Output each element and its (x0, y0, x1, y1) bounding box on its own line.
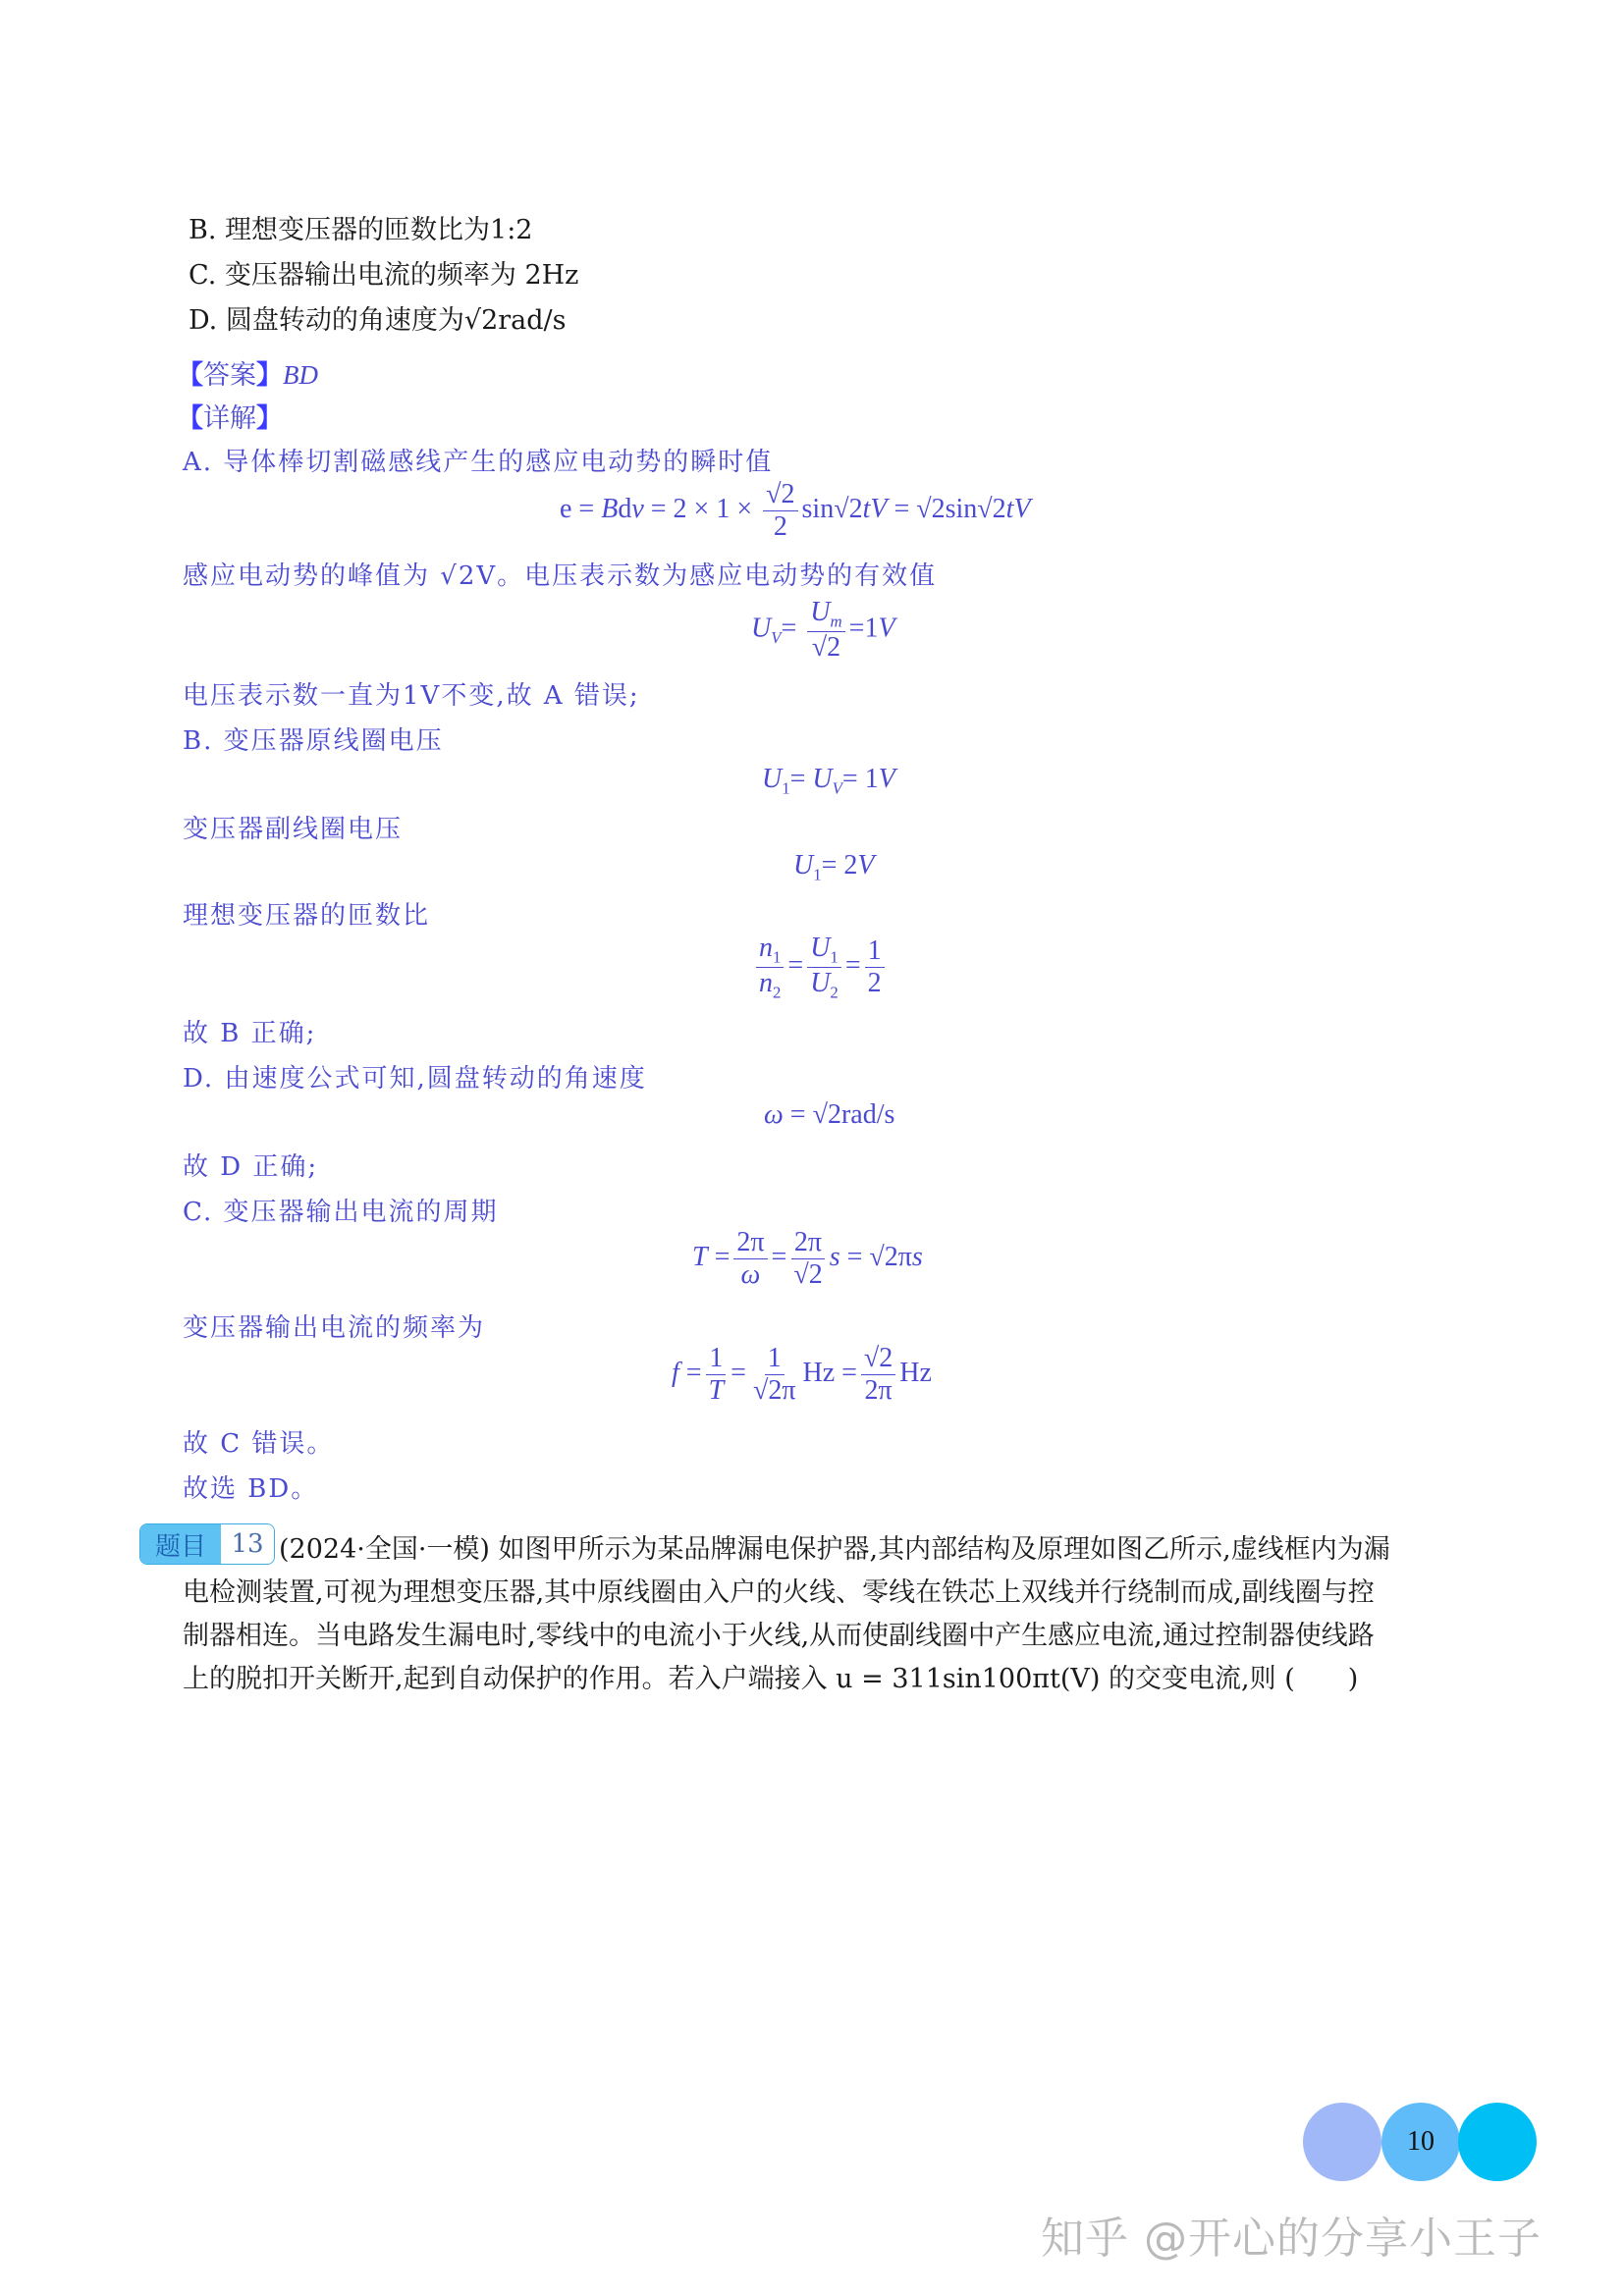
answer-line (177, 353, 318, 392)
solution-peak: 感应电动势的峰值为 √2V。电压表示数为感应电动势的有效值 (183, 561, 938, 591)
option-text: 变压器输出电流的频率为 2Hz (224, 260, 579, 291)
fraction: $\frac{2\pi}{\omega}$ (733, 1227, 767, 1291)
fraction: $\frac{1}{2}$ (865, 935, 885, 999)
equation-emf: e = Bdv = 2 × 1 × $\frac{√2}{2}$ sin√2tV = √2sin√2tV (560, 479, 1031, 543)
fraction: $\frac{U_1}{U_2}$ (807, 933, 841, 1002)
bracket-close: 】 (256, 403, 283, 434)
solution-c-head: C. 变压器输出电流的周期 (183, 1198, 499, 1227)
question-badge (139, 1523, 275, 1565)
equation-omega: ω = √2rad/s (764, 1099, 895, 1130)
bracket-close: 】 (256, 360, 283, 391)
fraction: $\frac{U_m}{√2}$ (807, 597, 844, 664)
solution-freq-head: 变压器输出电流的频率为 (183, 1313, 486, 1343)
answer-label: 答案 (203, 360, 256, 391)
solution-d-conclusion: 故 D 正确; (183, 1152, 319, 1182)
bracket-open: 【 (177, 360, 203, 391)
option-text: 圆盘转动的角速度为 (225, 305, 464, 336)
option-c (189, 253, 578, 292)
solution-a-conclusion: 电压表示数一直为1V不变,故 A 错误; (183, 681, 640, 711)
question-line-1: (2024·全国·一模) 如图甲所示为某品牌漏电保护器,其内部结构及原理如图乙所示,虚线框内为漏 (279, 1534, 1390, 1565)
fraction: $\frac{√2}{2\pi}$ (861, 1343, 895, 1407)
option-letter: D. (189, 305, 218, 336)
solution-c-conclusion: 故 C 错误。 (183, 1429, 335, 1459)
option-letter: C. (189, 260, 217, 291)
fraction: $\frac{√2}{2}$ (763, 479, 797, 543)
option-math: √2 (463, 305, 499, 336)
solution-b-head: B. 变压器原线圈电压 (183, 726, 444, 756)
equation-u2: $U_1= 2V$ (793, 850, 875, 884)
explanation-label: 详解 (203, 403, 256, 434)
explanation-heading (177, 397, 283, 435)
fraction: $\frac{2\pi}{√2}$ (790, 1227, 825, 1291)
question-line-2: 电检测装置,可视为理想变压器,其中原线圈由入户的火线、零线在铁芯上双线并行绕制而成,副线圈与控 (183, 1577, 1375, 1608)
question-badge-label: 题目 (140, 1524, 221, 1564)
fraction: $\frac{n_1}{n_2}$ (756, 933, 784, 1002)
question-line-3: 制器相连。当电路发生漏电时,零线中的电流小于火线,从而使副线圈中产生感应电流,通过控制器使线路 (183, 1621, 1375, 1651)
option-letter: B. (189, 215, 217, 245)
page-number: 10 (1407, 2126, 1435, 2157)
equation-turns-ratio: $\frac{n_1}{n_2}$ = $\frac{U_1}{U_2}$ = $\frac{1}{2}$ (752, 933, 889, 1002)
page-circle-left (1303, 2103, 1381, 2181)
page-number-circle (1381, 2103, 1460, 2181)
fraction: $\frac{1}{T}$ (706, 1343, 728, 1407)
page-circle-right (1458, 2103, 1537, 2181)
solution-a-head: A. 导体棒切割磁感线产生的感应电动势的瞬时值 (183, 448, 774, 477)
solution-b-conclusion: 故 B 正确; (183, 1019, 317, 1048)
equation-period: T = $\frac{2\pi}{\omega}$ = $\frac{2\pi}{√2}$ s = √2πs (692, 1227, 923, 1291)
fraction: $\frac{1}{√2\pi}$ (752, 1343, 796, 1407)
bracket-open: 【 (177, 403, 203, 434)
question-line-4: 上的脱扣开关断开,起到自动保护的作用。若入户端接入 u = 311sin100πt(V) 的交变电流,则 ( ) (183, 1664, 1359, 1694)
solution-secondary: 变压器副线圈电压 (183, 815, 404, 844)
option-b (189, 208, 532, 246)
option-unit: rad/s (498, 305, 567, 336)
answer-value: BD (283, 360, 318, 390)
option-d (189, 298, 567, 337)
option-text: 理想变压器的匝数比为1:2 (225, 215, 533, 245)
solution-ratio-head: 理想变压器的匝数比 (183, 901, 431, 931)
watermark: 知乎 @开心的分享小王子 (1041, 2214, 1542, 2264)
equation-uv: $U_V=$ $\frac{U_m}{√2}$ =1V (751, 597, 895, 663)
question-badge-number: 13 (221, 1524, 274, 1564)
solution-d-head: D. 由速度公式可知,圆盘转动的角速度 (183, 1064, 647, 1094)
solution-final: 故选 BD。 (183, 1474, 319, 1504)
equation-frequency: f = $\frac{1}{T}$ = $\frac{1}{√2\pi}$ Hz = $\frac{√2}{2\pi}$ Hz (672, 1343, 932, 1407)
equation-u1-uv: $U_1= U_V= 1V$ (762, 764, 895, 798)
